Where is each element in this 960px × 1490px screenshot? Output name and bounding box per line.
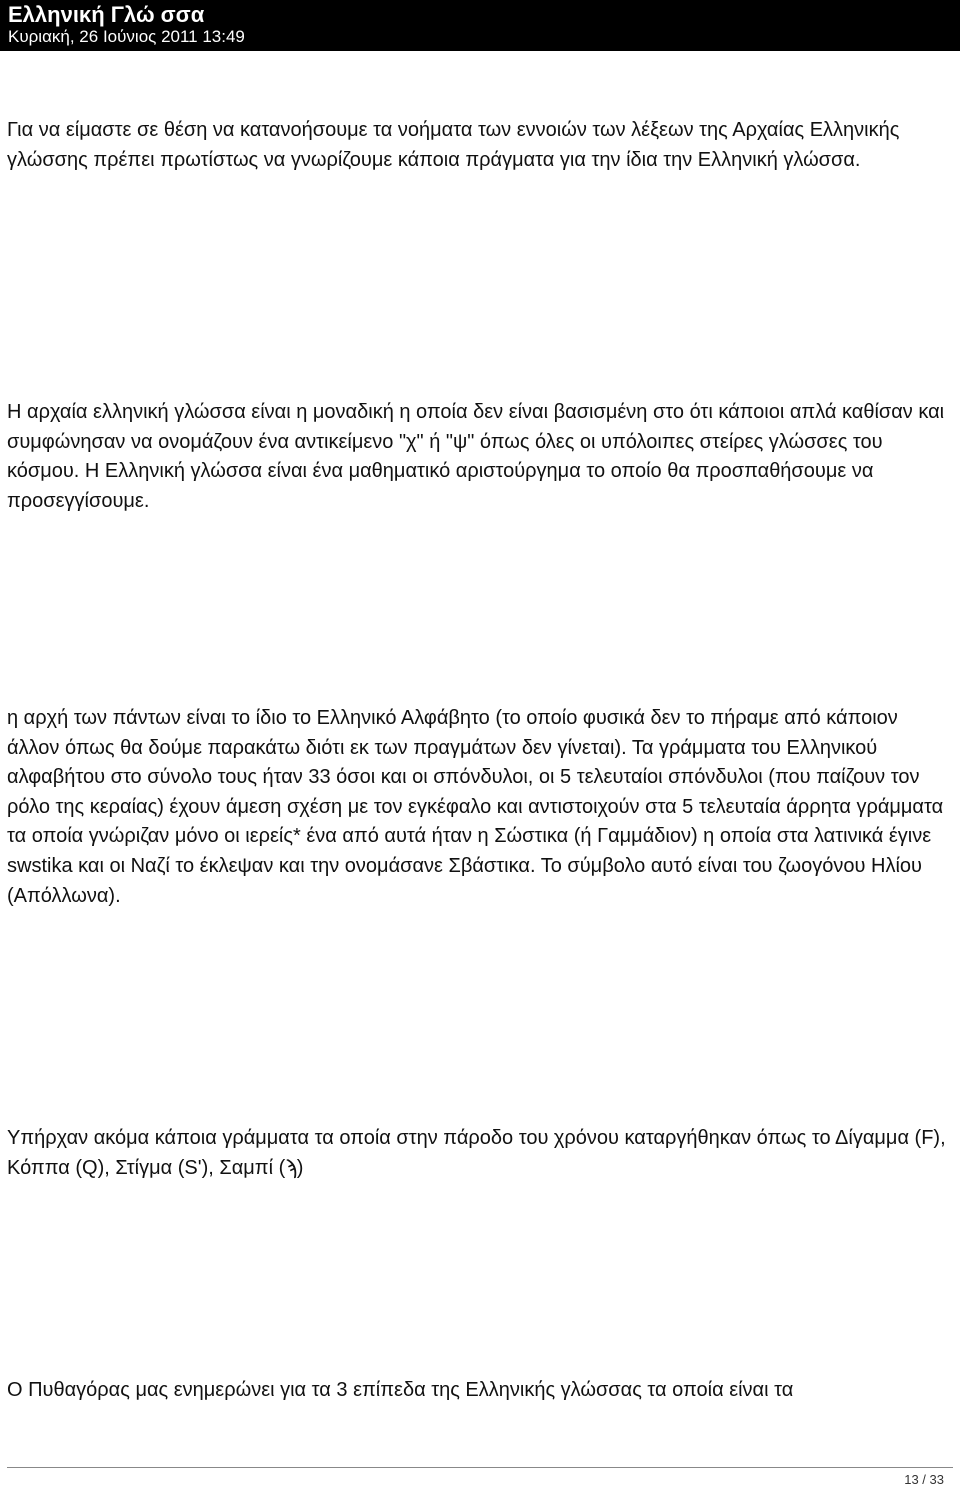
page-number: 13 / 33 [904,1472,944,1487]
paragraph-abolished-letters: Υπήρχαν ακόμα κάποια γράμματα τα οποία στην πάροδο του χρόνου καταργήθηκαν όπως το Δίγαμμα (F), Κόππα (Q), Στίγμα (S'), Σαμπί (ϡ) [7,1127,946,1179]
paragraph-alphabet: η αρχή των πάντων είναι το ίδιο το Ελληνικό Αλφάβητο (το οποίο φυσικά δεν το πήραμε από κάποιον άλλον όπως θα δούμε παρακάτω διότι εκ των πραγμάτων δεν γίνεται). Τα γράμματα του Ελληνικού αλφαβήτου στο σύνολο τους ήταν 33 όσοι και οι σπόνδυλοι, οι 5 τελευταίοι σπόνδυλοι (που παίζουν τον ρόλο της κεραίας) έχουν άμεση σχέση με τον εγκέφαλο και αντιστοιχούν στα 5 τελευταία άρρητα γράμματα τα οποία γνώριζαν μόνο οι ιερείς* ένα από αυτά ήταν η Σώστικα (ή Γαμμάδιον) η οποία στα λατινικά έγινε swstika και οι Ναζί το έκλεψαν και την ονομάσανε Σβάστικα. Το σύμβολο αυτό είναι του ζωογόνου Ηλίου (Απόλλωνα). [7,707,944,907]
publish-date: Κυριακή, 26 Ιούνιος 2011 13:49 [8,27,245,46]
paragraph-intro: Για να είμαστε σε θέση να κατανοήσουμε τα νοήματα των εννοιών των λέξεων της Αρχαίας Ελληνικής γλώσσης πρέπει πρωτίστως να γνωρίζουμε κάποια πράγματα για την ίδια την Ελληνική γλώσσα. [7,119,900,171]
paragraph-ancient-greek: Η αρχαία ελληνική γλώσσα είναι η μοναδική η οποία δεν είναι βασισμένη στο ότι κάποιοι απλά καθίσαν και συμφώνησαν να ονομάζουν ένα αντικείμενο "χ" ή "ψ" όπως όλες οι υπόλοιπες στείρες γλώσσες του κόσμου. Η Ελληνική γλώσσα είναι ένα μαθηματικό αριστούργημα το οποίο θα προσπαθήσουμε να προσεγγίσουμε. [7,401,945,512]
paragraph-pythagoras: Ο Πυθαγόρας μας ενημερώνει για τα 3 επίπεδα της Ελληνικής γλώσσας τα οποία είναι τα [7,1379,794,1401]
page-title: Ελληνική Γλώ σσα [8,2,205,27]
page-header [0,0,960,51]
footer-divider [7,1467,953,1468]
